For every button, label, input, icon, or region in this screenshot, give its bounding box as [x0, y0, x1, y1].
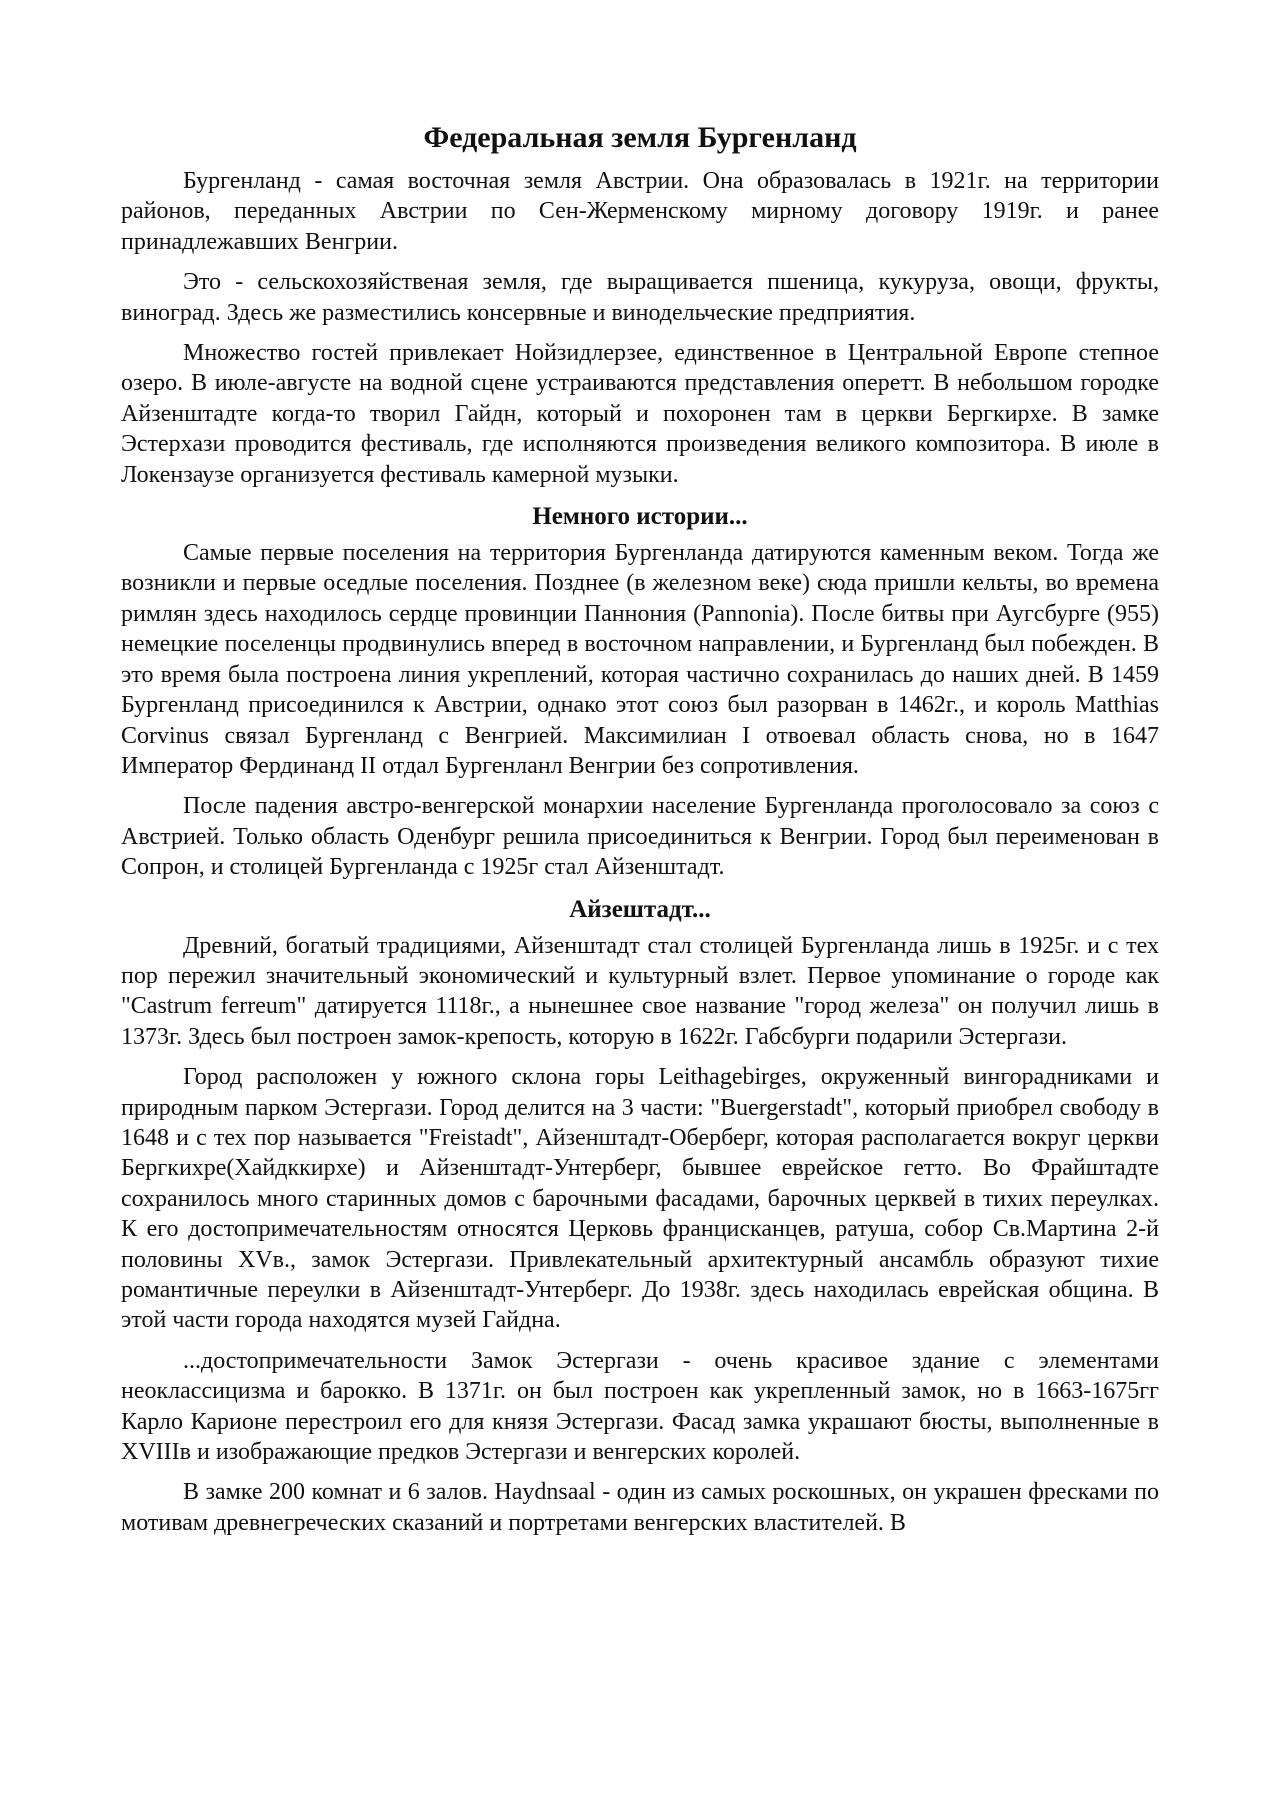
document-page [121, 118, 1159, 1548]
document-title: Федеральная земля Бургенланд [423, 121, 857, 154]
history-paragraph: После падения австро-венгерской монархии население Бургенланда проголосовало за союз с Австрией. Только область Оденбург решила присоединиться к Венгрии. Город был переименован в Сопрон, и столицей Бургенланда с 1925г стал Айзенштадт. [121, 793, 1159, 881]
history-paragraph: Самые первые поселения на территория Бургенланда датируются каменным веком. Тогда же возникли и первые оседлые поселения. Позднее (в железном веке) сюда пришли кельты, во времена римлян здесь находилось сердце провинции Паннония (Pannonia). После битвы при Аугсбурге (955) немецкие поселенцы продвинулись вперед в восточном направлении, и Бургенланд был побежден. В это время была построена линия укреплений, которая частично сохранилась до наших дней. В 1459 Бургенланд присоединился к Австрии, однако этот союз был разорван в 1462г., и король Matthias Corvinus связал Бургенланд с Венгрией. Максимилиан I отвоевал область снова, но в 1647 Император Фердинанд II отдал Бургенланл Венгрии без сопротивления. [121, 540, 1159, 779]
eisenstadt-paragraph: ...достопримечательности Замок Эстергази - очень красивое здание с элементами неоклассицизма и барокко. В 1371г. он был построен как укрепленный замок, но в 1663-1675гг Карло Карионе перестроил его для князя Эстергази. Фасад замка украшают бюсты, выполненные в XVIIIв и изображающие предков Эстергази и венгерских королей. [121, 1347, 1159, 1466]
eisenstadt-heading: Айзештадт... [569, 895, 711, 923]
intro-paragraph: Множество гостей привлекает Нойзидлерзее, единственное в Центральной Европе степное озеро. В июле-августе на водной сцене устраиваются представления оперетт. В небольшом городке Айзенштадте когда-то творил Гайдн, который и похоронен там в церкви Бергкирхе. В замке Эстерхази проводится фестиваль, где исполняются произведения великого композитора. В июле в Локензаузе организуется фестиваль камерной музыки. [121, 340, 1159, 488]
intro-paragraph: Бургенланд - самая восточная земля Австрии. Она образовалась в 1921г. на территории районов, переданных Австрии по Сен-Жерменскому мирному договору 1919г. и ранее принадлежавших Венгрии. [121, 168, 1159, 255]
eisenstadt-paragraph: В замке 200 комнат и 6 залов. Haydnsaal - один из самых роскошных, он украшен фресками по мотивам древнегреческих сказаний и портретами венгерских властителей. В [121, 1479, 1159, 1536]
intro-paragraph: Это - сельскохозяйственая земля, где выращивается пшеница, кукуруза, овощи, фрукты, виноград. Здесь же разместились консервные и винодельческие предприятия. [121, 269, 1159, 326]
eisenstadt-paragraph: Город расположен у южного склона горы Leithagebirges, окруженный вингорадниками и природным парком Эстергази. Город делится на 3 части: "Buergerstadt", который приобрел свободу в 1648 и с тех пор называется "Freistadt", Айзенштадт-Оберберг, которая располагается вокруг церкви Бергкихре(Хайдккирхе) и Айзенштадт-Унтерберг, бывшее еврейское гетто. Во Фрайштадте сохранилось много старинных домов с барочными фасадами, барочных церквей в тихих переулках. К его достопримечательностям относятся Церковь францисканцев, ратуша, собор Св.Мартина 2-й половины XVв., замок Эстергази. Привлекательный архитектурный ансамбль образуют тихие романтичные переулки в Айзенштадт-Унтерберг. До 1938г. здесь находилась еврейская община. В этой части города находятся музей Гайдна. [121, 1064, 1159, 1334]
history-heading: Немного истории... [532, 503, 748, 531]
eisenstadt-paragraph: Древний, богатый традициями, Айзенштадт стал столицей Бургенланда лишь в 1925г. и с тех пор пережил значительный экономический и культурный взлет. Первое упоминание о городе как "Castrum ferreum" датируется 1118г., а нынешнее свое название "город железа" он получил лишь в 1373г. Здесь был построен замок-крепость, которую в 1622г. Габсбурги подарили Эстергази. [121, 932, 1159, 1050]
